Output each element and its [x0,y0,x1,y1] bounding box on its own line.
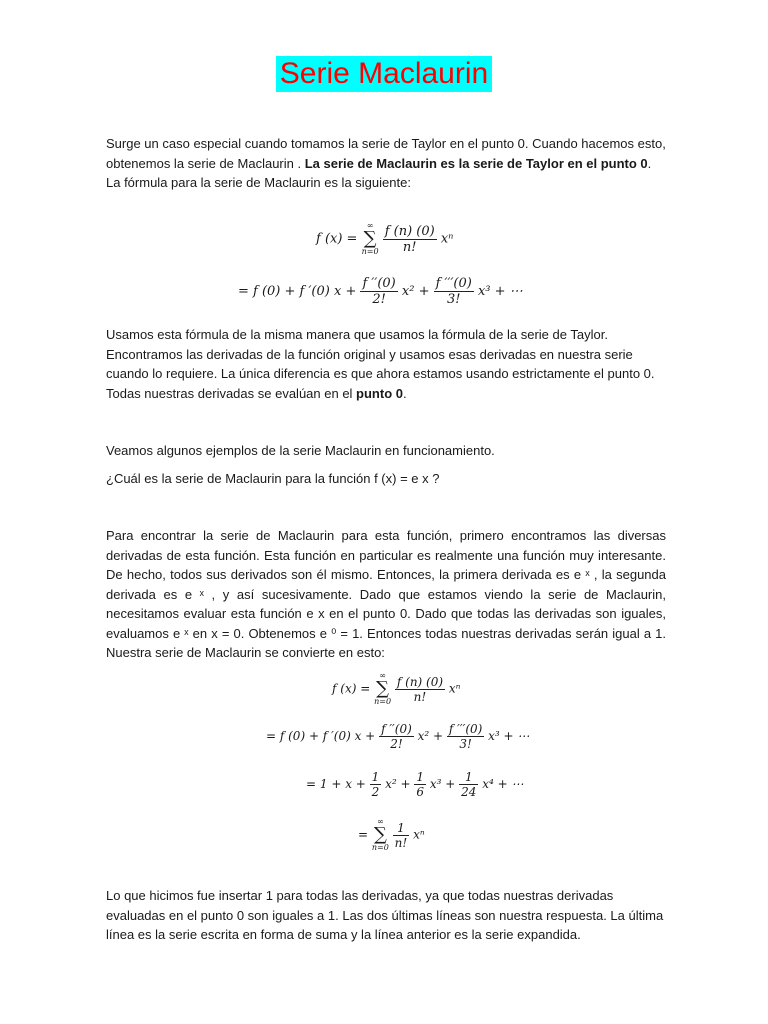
f2-l3-num3: 1 [459,770,478,785]
f2-l3-frac1 [370,770,382,799]
f2-term-frac [395,675,445,704]
f2-l4-sum-lower: n=0 [371,843,389,852]
f2-l2-num2: f ′′′(0) [448,722,483,736]
f1-l2-num2: f ′′′(0) [435,276,472,291]
intro-text-a: Surge un caso especial cuando tomamos la serie de Taylor en el punto 0. Cuando hacemos esto, obtenemos la serie de Maclaurin . [106,136,666,171]
f2-l2-num1: f ′′(0) [381,722,412,736]
f2-term-num: f (n) (0) [396,674,444,689]
f1-l2-den1: 2! [372,292,386,307]
f2-l2-den1: 2! [390,737,403,751]
f2-l3-den1: 2 [371,785,380,799]
f1-term-den: n! [402,239,417,255]
f2-l4-frac [393,821,410,850]
f1-l2-prefix: = f (0) + f ′(0) x + [238,284,357,299]
f1-sum-upper: ∞ [366,221,374,230]
f1-l2-var1: x² + [401,284,430,299]
f2-l3-var2: x³ + [429,777,456,791]
formula2-line4 [358,818,425,852]
f2-l4-den: n! [394,835,408,850]
f2-sigma: ∑ [376,678,389,699]
f1-sum-lower: n=0 [361,247,379,256]
usage-text-a: Usamos esta fórmula de la misma manera que usamos la fórmula de la serie de Taylor. Encontramos las derivadas de la función original y usamos esas derivadas en nuestra serie cuando lo requiere. La única diferencia es que ahora estamos usando estrictamente el punto 0. Todas nuestras derivadas se evalúan en el [106,327,655,401]
f1-l2-den2: 3! [446,292,461,307]
f1-lhs: f (x) = [316,231,358,247]
paragraph-question: ¿Cuál es la serie de Maclaurin para la función f (x) = e x ? [106,471,440,486]
f2-l3-var1: x² + [385,777,411,791]
f2-l3-den3: 24 [461,785,477,799]
f2-l3-frac3 [459,770,478,799]
paragraph-usage [106,325,666,403]
f2-term-var: xⁿ [448,681,461,696]
f2-l4-sum-upper: ∞ [377,817,384,826]
f2-l3-den2: 6 [416,785,425,799]
page-title: Serie Maclaurin [276,56,492,92]
f2-l3-frac2 [414,770,426,799]
f2-sum [374,672,391,706]
f1-sigma: ∑ [363,228,377,249]
f1-sum [362,222,379,256]
formula2-line1 [332,672,461,706]
f2-l2-prefix: = f (0) + f ′(0) x + [266,729,376,743]
paragraph-examples: Veamos algunos ejemplos de la serie Maclaurin en funcionamiento. [106,443,495,458]
f1-l2-frac2 [434,276,474,307]
f2-l4-num: 1 [393,821,410,836]
usage-bold: punto 0 [356,385,403,401]
f2-lhs: f (x) = [332,681,371,696]
f2-l4-sum [372,818,389,852]
formula1-line1 [316,222,453,256]
f1-term-frac [383,224,437,255]
f1-term-num: f (n) (0) [384,223,435,239]
f2-term-den: n! [413,689,427,704]
f2-l3-num1: 1 [371,770,380,784]
f2-l4-var: xⁿ [413,827,425,842]
intro-bold: La serie de Maclaurin es la serie de Taylor en el punto 0 [304,155,648,171]
f2-l2-var2: x³ + ⋯ [488,729,530,743]
formula2-line2 [266,722,529,751]
title-wrap [0,56,768,92]
f2-l4-sigma: ∑ [373,824,387,845]
formula2-line3 [306,770,524,799]
intro-text-b: . La fórmula para la serie de Maclaurin es la siguiente: [106,155,652,190]
paragraph-intro [106,134,666,193]
f2-l2-frac1 [379,722,414,751]
formula1-line2 [238,276,523,307]
f1-l2-var2: x³ + ⋯ [477,284,523,299]
f2-sum-upper: ∞ [379,671,386,680]
f2-l4-prefix: = [358,827,369,842]
f2-l3-prefix: = 1 + x + [306,777,366,791]
f2-l3-var3: x⁴ + ⋯ [482,777,524,791]
usage-text-b: . [402,385,407,401]
paragraph-conclusion: Lo que hicimos fue insertar 1 para todas las derivadas, ya que todas nuestras derivadas evaluadas en el punto 0 son iguales a 1. Las dos últimas líneas son nuestra respuesta. La última línea es la serie escrita en forma de suma y la línea anterior es la serie expandida. [106,888,664,942]
f1-term-var: xⁿ [440,231,454,247]
f2-sum-lower: n=0 [374,697,392,706]
f2-l2-var1: x² + [417,729,444,743]
f2-l2-den2: 3! [459,737,472,751]
f1-l2-num1: f ′′(0) [362,276,396,291]
f1-l2-frac1 [360,276,397,307]
f2-l3-num2: 1 [416,770,425,784]
paragraph-solution: Para encontrar la serie de Maclaurin para esta función, primero encontramos las diversas derivadas de esta función. Esta función en particular es realmente una función muy interesante. De hecho, todos sus derivados son él mismo. Entonces, la primera derivada es e ˣ , la segunda derivada es e ˣ , y así sucesivamente. Dado que estamos viendo la serie de Maclaurin, necesitamos evaluar esta función e x en el punto 0. Dado que todas las derivadas son iguales, evaluamos e ˣ en x = 0. Obtenemos e ⁰ = 1. Entonces todas nuestras derivadas serán igual a 1. Nuestra serie de Maclaurin se convierte en esto: [106,528,666,660]
f2-l2-frac2 [447,722,484,751]
